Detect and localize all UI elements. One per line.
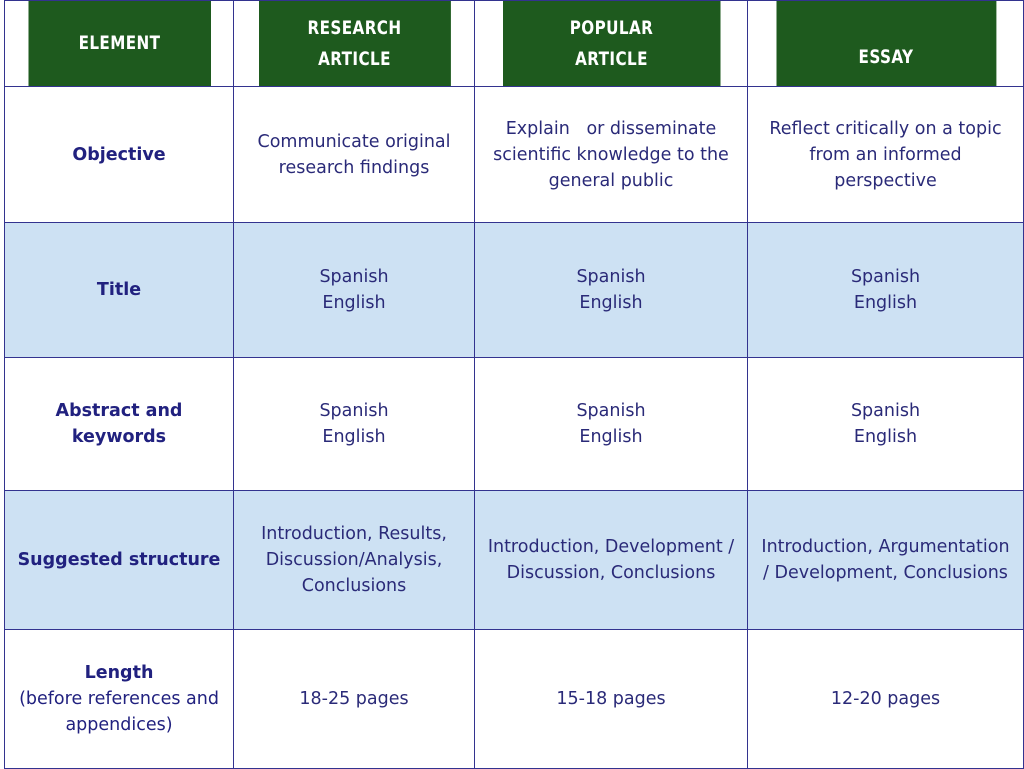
- cell-structure-essay: Introduction, Argumentation / Development, Conclusions: [748, 491, 1024, 630]
- row-length: [5, 630, 1024, 769]
- cell-length-popular: 15-18 pages: [475, 630, 748, 769]
- label-title: Title: [5, 223, 234, 358]
- cell-title-popular: Spanish English: [475, 223, 748, 358]
- cell-length-research: 18-25 pages: [234, 630, 475, 769]
- header-essay: ESSAY: [775, 1, 996, 87]
- row-suggested-structure: [5, 491, 1024, 630]
- header-row: [5, 1, 1024, 87]
- cell-title-essay: Spanish English: [748, 223, 1024, 358]
- label-suggested-structure: Suggested structure: [5, 491, 234, 630]
- cell-objective-essay: Reflect critically on a topic from an informed perspective: [748, 87, 1024, 223]
- label-length: Length (before references and appendices): [5, 630, 234, 769]
- label-abstract-keywords: Abstract and keywords: [5, 358, 234, 491]
- cell-length-essay: 12-20 pages: [748, 630, 1024, 769]
- cell-structure-research: Introduction, Results, Discussion/Analysis, Conclusions: [234, 491, 475, 630]
- cell-title-research: Spanish English: [234, 223, 475, 358]
- header-research-article: RESEARCH ARTICLE: [258, 1, 451, 87]
- cell-abstract-essay: Spanish English: [748, 358, 1024, 491]
- comparison-table: [4, 0, 1024, 769]
- row-objective: [5, 87, 1024, 223]
- header-element: ELEMENT: [27, 1, 210, 87]
- cell-objective-research: Communicate original research findings: [234, 87, 475, 223]
- row-title: [5, 223, 1024, 358]
- cell-objective-popular: Explain or disseminate scientific knowledge to the general public: [475, 87, 748, 223]
- cell-abstract-research: Spanish English: [234, 358, 475, 491]
- row-abstract-keywords: [5, 358, 1024, 491]
- header-popular-article: POPULAR ARTICLE: [502, 1, 720, 87]
- cell-abstract-popular: Spanish English: [475, 358, 748, 491]
- cell-structure-popular: Introduction, Development / Discussion, Conclusions: [475, 491, 748, 630]
- label-objective: Objective: [5, 87, 234, 223]
